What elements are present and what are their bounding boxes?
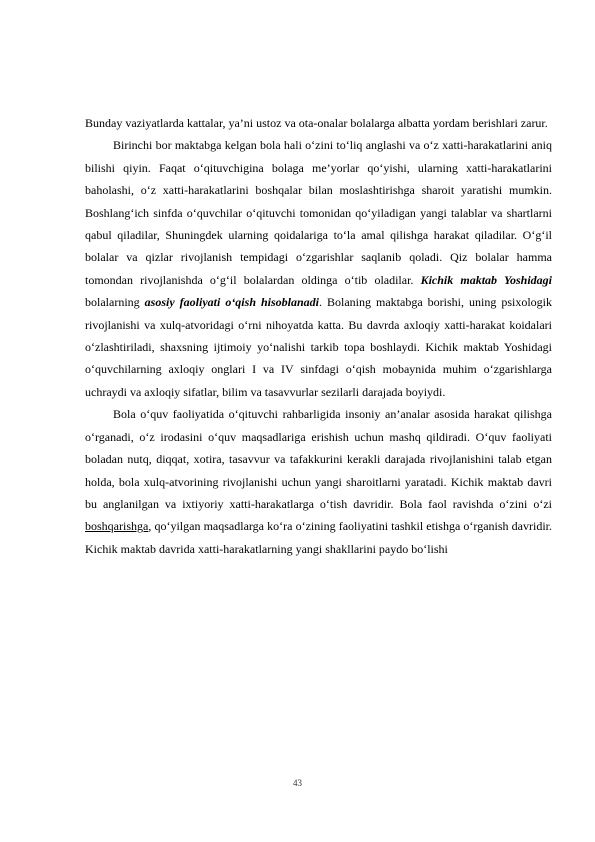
paragraph xyxy=(85,403,552,560)
text-run: Bola o‘quv faoliyatida o‘qituvchi rahbarligida insoniy an’analar asosida harakat qilishga o‘rganadi, o‘z irodasini o‘quv maqsadlariga erishish uchun mashq qildiradi. O‘quv faoliyati boladan nutq, diqqat, xotira, tasavvur va tafakkurini kerakli darajada rivojlanishini talab etgan holda, bola xulq-atvorining rivojlanishi uchun yangi sharoitlarni yaratadi. Kichik maktab davri bu anglanilgan va ixtiyoriy xatti-harakatlarga o‘tish davridir. Bola faol ravishda o‘zini o‘zi xyxy=(85,407,552,511)
page-number: 43 xyxy=(293,778,302,788)
emphasis-text: asosiy faoliyati o‘qish hisoblanadi xyxy=(144,295,320,310)
underlined-text: boshqarishga xyxy=(85,519,149,534)
text-run: Bunday vaziyatlarda kattalar, ya’ni ustoz va ota-onalar bolalarga albatta yordam berishlari zarur. xyxy=(85,116,548,130)
text-run: . Bolaning maktabga borishi, uning psixologik rivojlanishi va xulq-atvoridagi o‘rni nihoyatda katta. Bu davrda axloqiy xatti-harakat koidalari o‘zlashtiriladi, shaxsning ijtimoiy yo‘nalishi tarkib topa boshlaydi. Kichik maktab Yoshidagi o‘quvchilarning axloqiy onglari I va IV sinfdagi o‘qish mobaynida muhim o‘zgarishlarga uchraydi va axloqiy sifatlar, bilim va tasavvurlar sezilarli darajada boyiydi. xyxy=(85,295,552,399)
text-run: bolalarning xyxy=(85,295,145,310)
body-text xyxy=(85,112,552,560)
text-run: Birinchi bor maktabga kelgan bola hali o‘zini to‘liq anglashi va o‘z xatti-harakatlarini aniq bilishi qiyin. Faqat o‘qituvchigina bolaga me’yorlar qo‘yishi, ularning xatti-harakatlarini baholashi, o‘z xatti-harakatlarini boshqalar bilan moslashtirishga sharoit yaratishi mumkin. Boshlang‘ich sinfda o‘quvchilar o‘qituvchi tomonidan qo‘yiladigan yangi talablar va shartlarni qabul qiladilar, Shuningdek ularning qoidalariga to‘la amal qilishga harakat qiladilar. O‘g‘il bolalar va qizlar rivojlanish tempidagi o‘zgarishlar saqlanib qoladi. Qiz bolalar hamma tomondan rivojlanishda o‘g‘il bolalardan oldinga o‘tib oladilar. xyxy=(85,138,552,287)
paragraph xyxy=(85,134,552,403)
text-run: , qo‘yilgan maqsadlarga ko‘ra o‘zining faoliyatini tashkil etishga o‘rganish davridir. Kichik maktab davrida xatti-harakatlarning yangi shakllarini paydo bo‘lishi xyxy=(85,519,552,556)
paragraph xyxy=(85,112,552,134)
emphasis-text: Kichik maktab Yoshidagi xyxy=(420,272,552,287)
